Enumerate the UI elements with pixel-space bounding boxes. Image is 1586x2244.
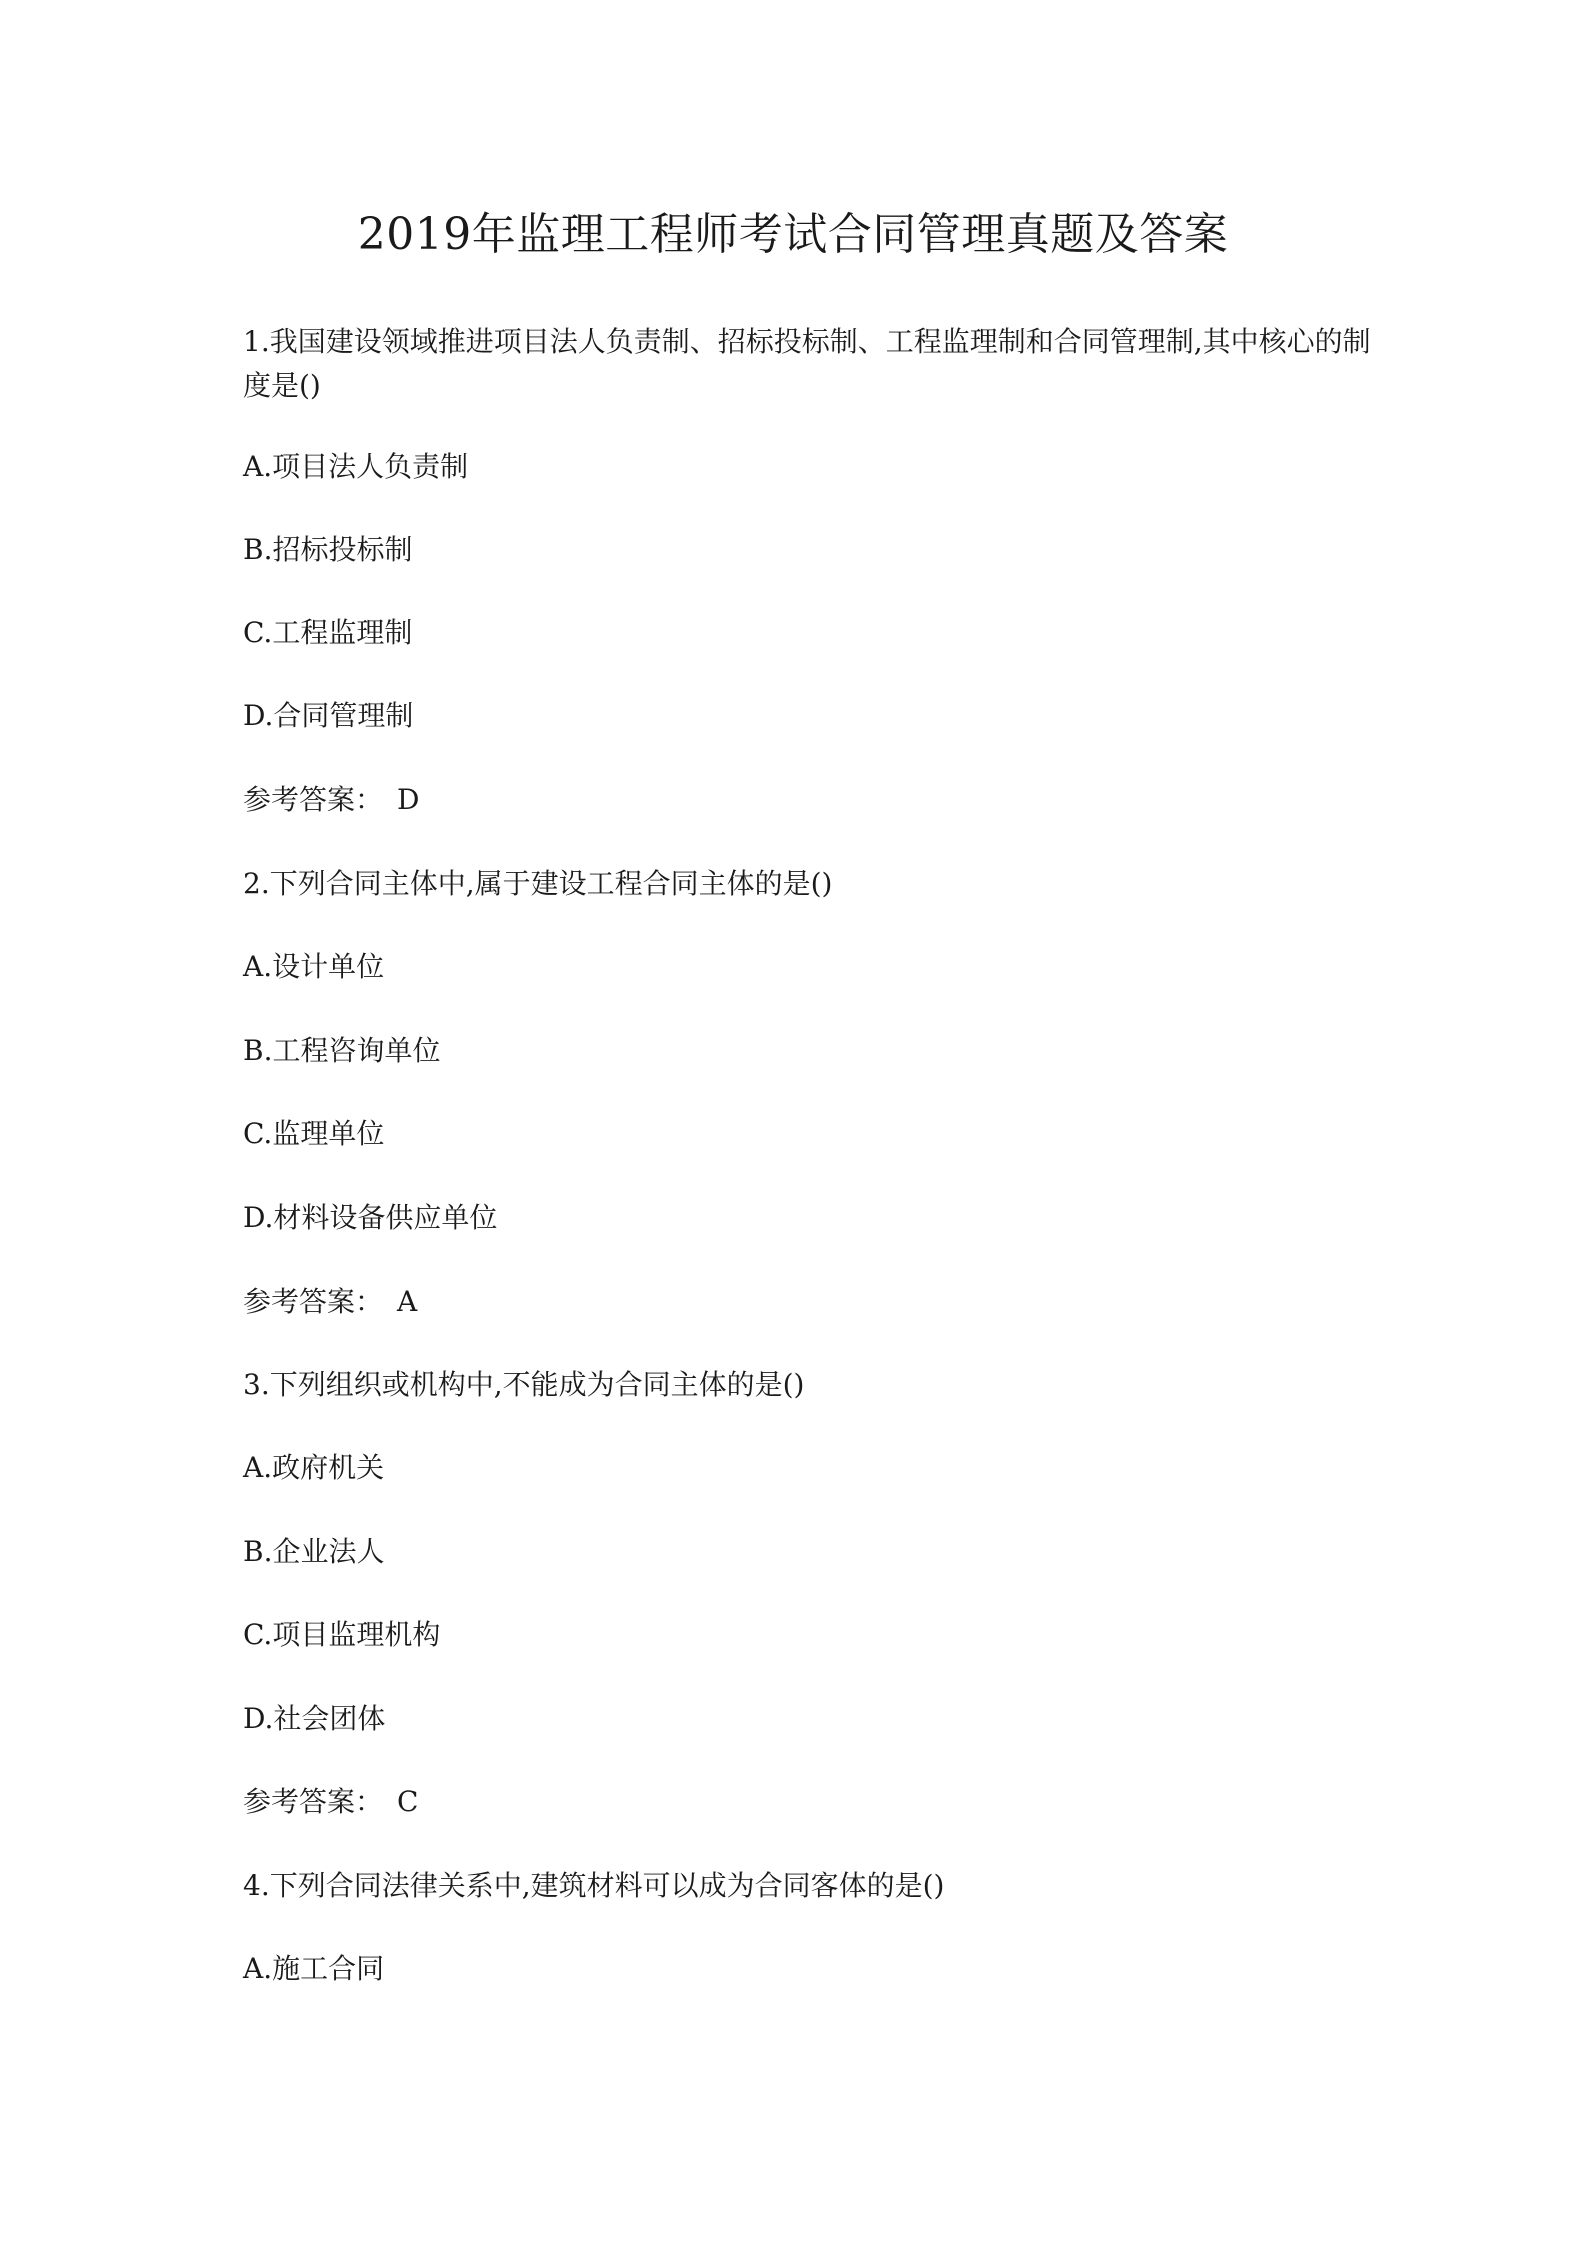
document-title: 2019年监理工程师考试合同管理真题及答案 xyxy=(357,209,1229,260)
answer-label: 参考答案： xyxy=(243,1785,384,1818)
question-3-option-c: C.项目监理机构 xyxy=(243,1618,441,1651)
question-3-option-d: D.社会团体 xyxy=(243,1702,386,1735)
question-1-option-b: B.招标投标制 xyxy=(243,533,413,566)
question-1-stem-line-1: 1.我国建设领域推进项目法人负责制、招标投标制、工程监理制和合同管理制,其中核心的制 xyxy=(243,325,1371,358)
question-2-stem: 2.下列合同主体中,属于建设工程合同主体的是() xyxy=(243,867,833,900)
question-3-stem: 3.下列组织或机构中,不能成为合同主体的是() xyxy=(243,1368,805,1401)
question-4-option-a: A.施工合同 xyxy=(243,1952,385,1985)
question-1-option-a: A.项目法人负责制 xyxy=(243,450,469,483)
question-3-option-a: A.政府机关 xyxy=(243,1451,385,1484)
question-4-stem: 4.下列合同法律关系中,建筑材料可以成为合同客体的是() xyxy=(243,1869,945,1902)
question-2-option-c: C.监理单位 xyxy=(243,1117,385,1150)
question-2-option-b: B.工程咨询单位 xyxy=(243,1034,441,1067)
question-3-option-b: B.企业法人 xyxy=(243,1535,385,1568)
answer-label: 参考答案： xyxy=(243,783,384,816)
answer-value: A xyxy=(397,1285,418,1318)
question-2-option-d: D.材料设备供应单位 xyxy=(243,1201,498,1234)
answer-value: C xyxy=(397,1785,419,1818)
answer-label: 参考答案： xyxy=(243,1285,384,1318)
question-3-answer xyxy=(243,1780,418,1824)
question-2-option-a: A.设计单位 xyxy=(243,950,385,983)
question-1-stem-line-2: 度是() xyxy=(243,369,321,402)
question-1-option-d: D.合同管理制 xyxy=(243,699,414,732)
answer-value: D xyxy=(397,783,420,816)
question-2-answer xyxy=(243,1280,417,1324)
question-1-answer xyxy=(243,778,419,822)
question-1-option-c: C.工程监理制 xyxy=(243,616,413,649)
